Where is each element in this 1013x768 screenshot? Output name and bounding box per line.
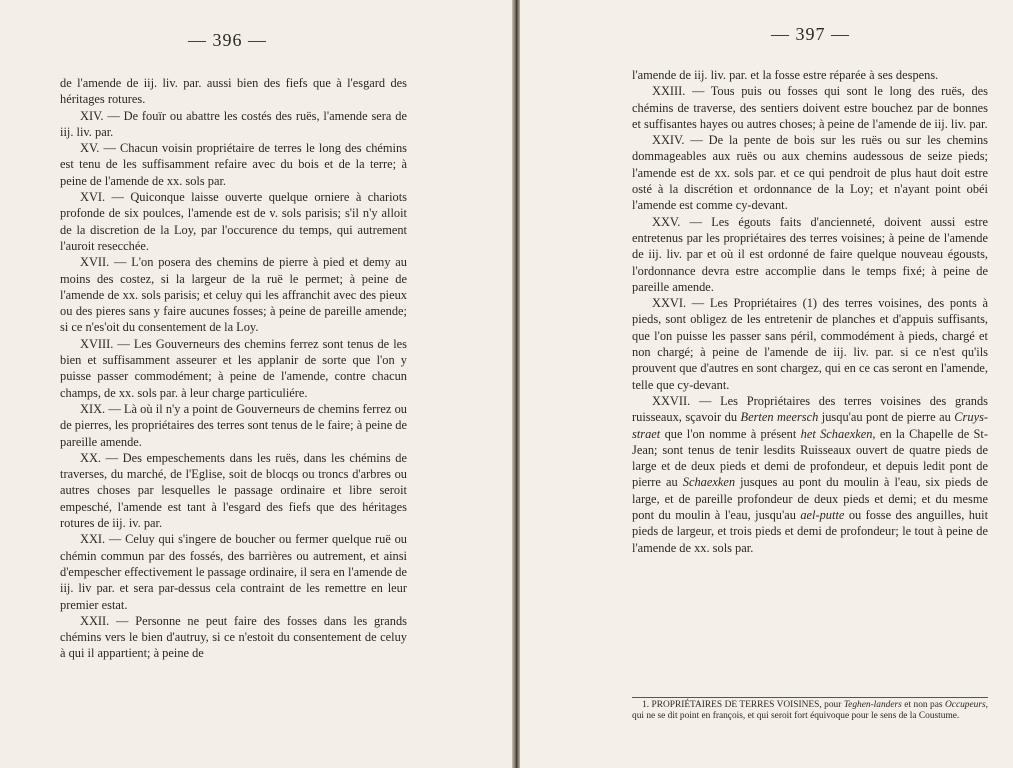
paragraph-continuation: l'amende de iij. liv. par. et la fosse estre réparée à ses despens. [632,68,939,82]
article-xx: XX. — Des empeschements dans les ruës, dans les chémins de traverses, du marché, de l'Eglise, soit de blocqs ou troncs d'arbres ou autres choses par lesquelles le passage ordinaire et libre seroit empesché, l'amende est tant à l'esgard des fiefs que des héritages rotures de iij. iv. par. [60,450,407,531]
article-xxii: XXII. — Personne ne peut faire des fosses dans les grands chémins vers le bien d'autruy, si ce n'estoit du consentement de celuy à qui il appartient; à peine de [60,613,407,661]
article-xxvii: XXVII. — Les Propriétaires des terres voisines des grands ruisseaux, sçavoir du Berten meersch jusqu'au pont de pierre au Cruys-straet que l'on nomme à présent het Schaexken, en la Chapelle de St-Jean; sont tenus de tenir lesdits Ruisseaux ouvert de quatre pieds de large et de deux pieds et demi de profondeur, et depuis ledit pont de pierre au Schaexken jusques au pont du moulin à l'eau, six pieds de large, et de pareille profondeur de deux pieds et demi; et du mesme pont du moulin à l'eau, jusqu'au ael-putte ou fosse des anguilles, huit pieds de largeur, et trois pieds et demi de profondeur; le tout à peine de l'amende de xx. sols par. [632,393,989,555]
footnote: 1. PROPRIÉTAIRES DE TERRES VOISINES, pour Teghen-landers et non pas Occupeurs, qui ne se dit point en françois, et qui seroit fort équivoque pour le sens de la Coustume. [632,700,988,721]
article-xix: XIX. — Là où il n'y a point de Gouverneurs de chemins ferrez ou de pierres, les propriétaires des terres sont tenus de le faire; à peine de pareille amende. [60,401,407,449]
article-xv: XV. — Chacun voisin propriétaire de terres le long des chémins est tenu de les suffisamment refaire avec du bois et de la terre; à peine de l'amende de xx. sols par. [60,141,407,188]
article-xxiv: XXIV. — De la pente de bois sur les ruës ou sur les chemins dommageables aux ruës ou aux chemins audessous de seize pieds; l'amende est de xx. sols par. et ce qui pendroit de plus haut doit estre osté à la discrétion et ordonnance de la Loy; et n'ayant point obéi l'amende est comme cy-devant. [632,133,988,213]
page-number-right: — 397 — [771,24,850,44]
left-page-text [60,75,407,662]
article-xvii: XVII. — L'on posera des chemins de pierre à pied et demy au moins des costez, si la largeur de la ruë le permet; à peine de l'amende de xx. sols parisis; et celuy qui les affranchit avec des pieux ou des pieres sans y faire aucunes fosses; à peine de pareille amende; si ce n'es'oit du consentement de la Loy. [60,255,407,335]
article-xxvi: XXVI. — Les Propriétaires (1) des terres voisines, des ponts à pieds, sont obligez de les entretenir de planches et d'appuis suffisants, que l'on puisse les passer sans péril, commodément à pieds, chargé et non chargé; à peine de l'amende de iij. liv. par. si ce n'est qu'ils prouvent que d'autres en sont chargez, qui en ce cas seront en l'amende, telle que cy-devant. [632,296,988,392]
article-xxiii: XXIII. — Tous puis ou fosses qui sont le long des ruës, des chémins de traverse, des sentiers doivent estre bouchez par de bonnes et suffisantes hayes ou autres choses; à peine de l'amende de iij. liv. par. [632,84,988,131]
article-xiv: XIV. — De fouïr ou abattre les costés des ruës, l'amende sera de iij. liv. par. [60,108,407,139]
article-xviii: XVIII. — Les Gouverneurs des chemins ferrez sont tenus de les bien et suffisamment asseurer et les applanir de sorte que l'on y puisse passer commodément; à peine de l'amende, contre chacun champs, de xx. sols par. à leur charge particuliére. [60,336,407,400]
right-page [520,0,1013,768]
right-page-text [632,67,988,556]
article-xxv: XXV. — Les égouts faits d'ancienneté, doivent aussi estre entretenus par les propriétaires des terres voisines; à peine de l'amende de iij. liv. par et où il est ordonné de faire quelque nouveau égousts, l'ordonnance devra estre accomplie dans le temps fixé; à peine de pareille amende. [632,214,988,294]
article-xvi: XVI. — Quiconque laisse ouverte quelque orniere à chariots profonde de six poulces, l'amende est de v. sols parisis; s'il n'y alloit de la discretion de la Loy, par l'occurence du temps, qui autrement l'auroit resecchée. [60,190,407,253]
article-xxi: XXI. — Celuy qui s'ingere de boucher ou fermer quelque ruë ou chémin commun par des fossés, des barrières ou autrement, et ainsi d'empescher effectivement le passage ordinaire, il sera en l'amende de iij. liv par. et sera par-dessus cela contraint de les remettre en leur premier estat. [60,532,407,612]
page-number-left: — 396 — [188,30,267,50]
paragraph-continuation: de l'amende de iij. liv. par. aussi bien des fiefs que à l'esgard des héritages rotures. [60,76,407,107]
footnote-rule [632,697,988,698]
book-gutter [512,0,520,768]
